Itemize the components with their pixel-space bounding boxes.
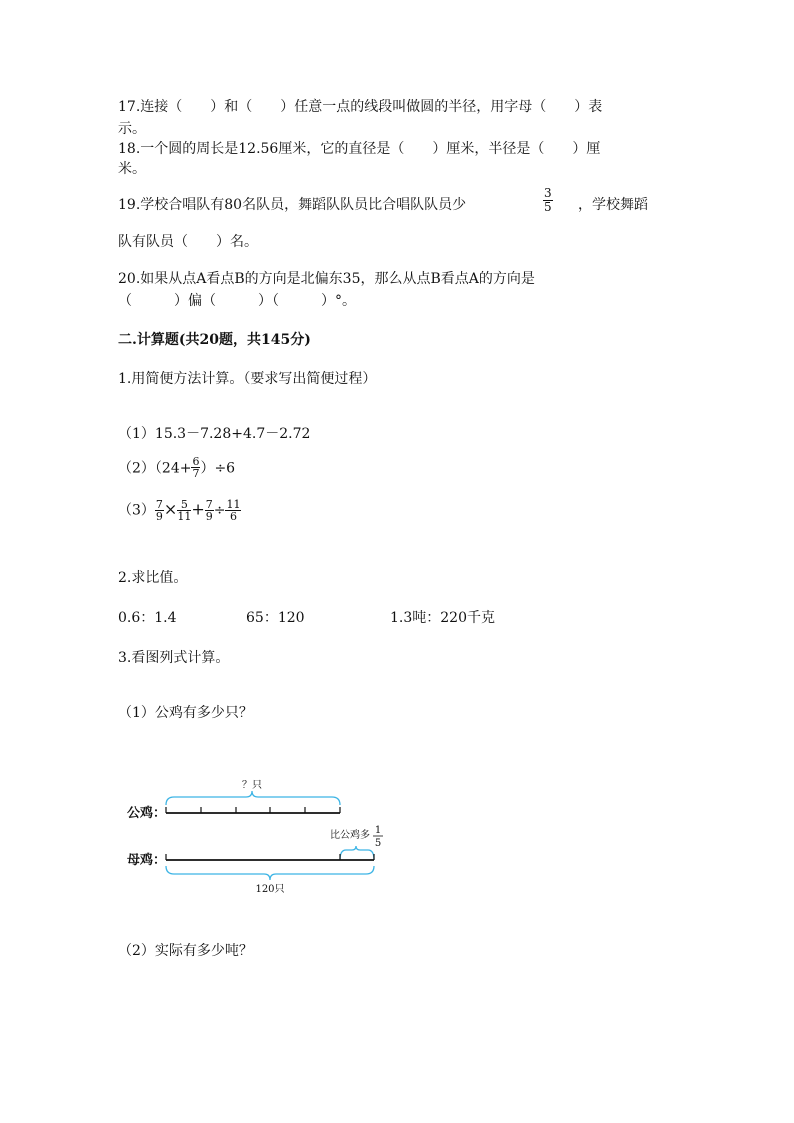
calc1-item3: [118, 499, 241, 522]
item2-prefix: （2）（24+: [118, 460, 192, 477]
q18-line2: 米。: [118, 161, 146, 177]
item3-prefix: （3）: [118, 502, 155, 519]
item2-den: 7: [192, 467, 200, 480]
calc1-item2: [118, 457, 235, 480]
ratio-3: 1.3吨：220千克: [390, 610, 495, 626]
item3-frac3: [205, 499, 214, 522]
total-brace: [166, 866, 374, 880]
item3-frac1: [155, 499, 164, 522]
q19-part2: ，学校舞蹈: [578, 197, 648, 213]
q19-line2: 队有队员（ ）名。: [118, 234, 258, 250]
q19-fraction: [543, 187, 553, 214]
total-label: 120只: [255, 884, 285, 895]
item3-op2: +: [191, 499, 205, 519]
item2-fraction: [191, 456, 200, 479]
item3-op1: ×: [163, 499, 178, 519]
ratio-2: 65：120: [246, 610, 305, 626]
item3-op3: ÷: [213, 502, 226, 519]
q20-line2: （ ）偏（ ）（ ）°。: [118, 293, 356, 309]
q18-line1: 18.一个圆的周长是12.56厘米，它的直径是（ ）厘米，半径是（ ）厘: [118, 141, 601, 157]
q19-frac-den: 5: [544, 200, 552, 214]
q19-part1: 19.学校合唱队有80名队员，舞蹈队队员比合唱队队员少: [118, 197, 467, 213]
more-frac-den: 5: [374, 838, 382, 849]
rooster-ticks: [166, 807, 340, 813]
calc3-sub1: （1）公鸡有多少只？: [118, 705, 253, 721]
item3-frac3-den: 9: [205, 510, 213, 523]
item3-frac2: [177, 499, 191, 522]
item2-num: 6: [192, 455, 200, 468]
extra-brace: [340, 846, 374, 860]
item3-frac2-den: 11: [177, 510, 192, 523]
item3-frac4-num: 11: [226, 498, 241, 511]
item3-frac3-num: 7: [205, 498, 213, 511]
calc3-title: 3.看图列式计算。: [118, 650, 230, 666]
section-heading: 二.计算题(共20题，共145分): [118, 332, 311, 348]
rooster-question-label: ？只: [242, 780, 262, 791]
item3-frac1-num: 7: [155, 498, 163, 511]
item3-frac1-den: 9: [155, 510, 163, 523]
item2-suffix: ）÷6: [200, 460, 236, 477]
calc2-title: 2.求比值。: [118, 570, 188, 586]
rooster-brace: [166, 791, 340, 805]
item3-frac4-den: 6: [229, 510, 237, 523]
rooster-label: 公鸡：: [127, 806, 167, 821]
more-text: 比公鸡多: [330, 830, 370, 841]
q17-line2: 示。: [118, 121, 146, 137]
q20-line1: 20.如果从点A看点B的方向是北偏东35，那么从点B看点A的方向是: [118, 271, 535, 287]
more-frac-num: 1: [374, 825, 382, 836]
hen-ticks: [166, 854, 374, 860]
calc1-title: 1.用简便方法计算。（要求写出简便过程）: [118, 371, 377, 387]
calc1-item1: （1）15.3－7.28+4.7－2.72: [118, 426, 311, 442]
q17-line1: 17.连接（ ）和（ ）任意一点的线段叫做圆的半径，用字母（ ）表: [118, 99, 603, 115]
hen-label: 母鸡：: [127, 853, 167, 868]
q19-frac-num: 3: [544, 186, 552, 200]
ratio-1: 0.6：1.4: [118, 610, 177, 626]
calc3-sub2: （2）实际有多少吨？: [118, 943, 253, 959]
item3-frac4: [225, 499, 241, 522]
item3-frac2-num: 5: [177, 499, 191, 511]
